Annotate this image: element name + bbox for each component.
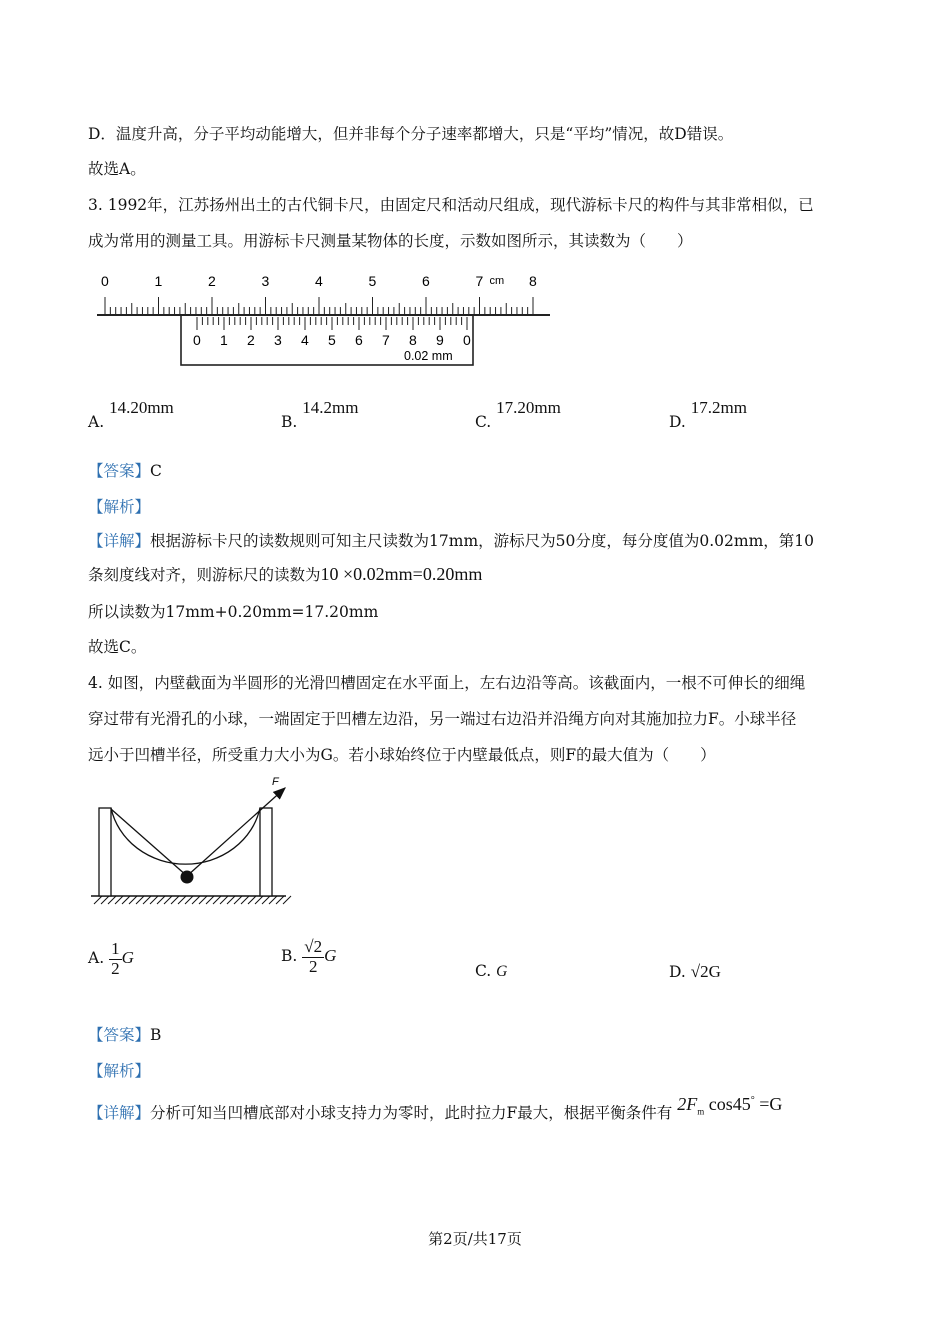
vernier-caliper-figure <box>92 266 562 372</box>
vernier-scale <box>193 317 471 348</box>
vernier-scale-label: 5 <box>328 332 336 348</box>
main-scale-label: 2 <box>208 273 216 289</box>
q3-option-d: D. 17.2mm <box>669 398 747 431</box>
vernier-scale-label: 1 <box>220 332 228 348</box>
q3-option-c: C. 17.20mm <box>475 398 561 431</box>
vernier-scale-label: 4 <box>301 332 309 348</box>
vernier-scale-label: 3 <box>274 332 282 348</box>
unit-label: cm <box>489 275 505 287</box>
q4-formula: $2F_m$ cos45° =G <box>677 1094 783 1117</box>
q3-answer: 【答案】C <box>88 462 162 480</box>
page-footer: 第2页/共17页 <box>428 1230 522 1248</box>
vernier-scale-label: 6 <box>355 332 363 348</box>
main-scale <box>101 273 537 315</box>
question-4-line-3: 远小于凹槽半径，所受重力大小为G。若小球始终位于内壁最低点，则F的最大值为（ ） <box>88 746 716 764</box>
main-scale-label: 1 <box>154 273 163 289</box>
groove-figure <box>86 772 296 912</box>
q3-detail-line-1: 【详解】根据游标卡尺的读数规则可知主尺读数为17mm，游标尺为50分度，每分度值为0.02mm，第10 <box>88 532 814 550</box>
main-scale-label: 6 <box>422 273 430 289</box>
question-3-line-1: 3. 1992年，江苏扬州出土的古代铜卡尺，由固定尺和活动尺组成，现代游标卡尺的构件与其非常相似，已 <box>88 196 814 214</box>
q3-option-b: B. 14.2mm <box>281 398 359 431</box>
force-label: F <box>272 776 279 788</box>
main-scale-label: 7 <box>475 273 484 289</box>
q3-choose: 故选C。 <box>88 638 147 656</box>
q4-analysis-tag: 【解析】 <box>88 1062 151 1080</box>
vernier-scale-label: 9 <box>436 332 444 348</box>
vernier-scale-label: 8 <box>409 332 417 348</box>
q3-option-a: A. 14.20mm <box>88 398 174 431</box>
choose-a-text: 故选A。 <box>88 160 146 178</box>
main-scale-label: 0 <box>101 273 109 289</box>
precision-label: 0.02 mm <box>404 349 453 363</box>
q3-analysis-tag: 【解析】 <box>88 498 151 516</box>
main-scale-label: 3 <box>261 273 270 289</box>
q3-detail-line-2: 条刻度线对齐，则游标尺的读数为10 ×0.02mm=0.20mm <box>88 564 483 584</box>
q3-sum-line: 所以读数为17mm+0.20mm=17.20mm <box>88 603 379 621</box>
main-scale-label: 5 <box>368 273 377 289</box>
q4-option-a: A. $\frac{1}{2}$ G <box>88 939 134 978</box>
q4-option-c: C. G <box>475 962 508 980</box>
vernier-scale-label: 7 <box>382 332 390 348</box>
main-scale-label: 8 <box>529 273 537 289</box>
q4-option-d: D. √2G <box>669 962 721 981</box>
vernier-scale-label: 2 <box>247 332 255 348</box>
main-scale-label: 4 <box>315 273 323 289</box>
ball <box>181 871 194 884</box>
vernier-scale-label: 0 <box>193 332 201 348</box>
q4-answer: 【答案】B <box>88 1026 162 1044</box>
ground-hatching <box>94 896 291 904</box>
option-d-text: D．温度升高，分子平均动能增大，但并非每个分子速率都增大，只是“平均”情况，故D错误。 <box>88 125 734 143</box>
question-4-line-2: 穿过带有光滑孔的小球，一端固定于凹槽左边沿，另一端过右边沿并沿绳方向对其施加拉力F。小球半径 <box>88 710 797 728</box>
q4-option-b: B. $\frac{√2}{2}$ G <box>281 937 337 976</box>
vernier-scale-label: 0 <box>463 332 471 348</box>
q4-detail: 【详解】分析可知当凹槽底部对小球支持力为零时，此时拉力F最大，根据平衡条件有 $2F_m$ cos45° =G <box>88 1094 783 1122</box>
question-3-line-2: 成为常用的测量工具。用游标卡尺测量某物体的长度，示数如图所示，其读数为（ ） <box>88 232 693 250</box>
question-4-line-1: 4. 如图，内壁截面为半圆形的光滑凹槽固定在水平面上，左右边沿等高。该截面内，一根不可伸长的细绳 <box>88 674 806 692</box>
